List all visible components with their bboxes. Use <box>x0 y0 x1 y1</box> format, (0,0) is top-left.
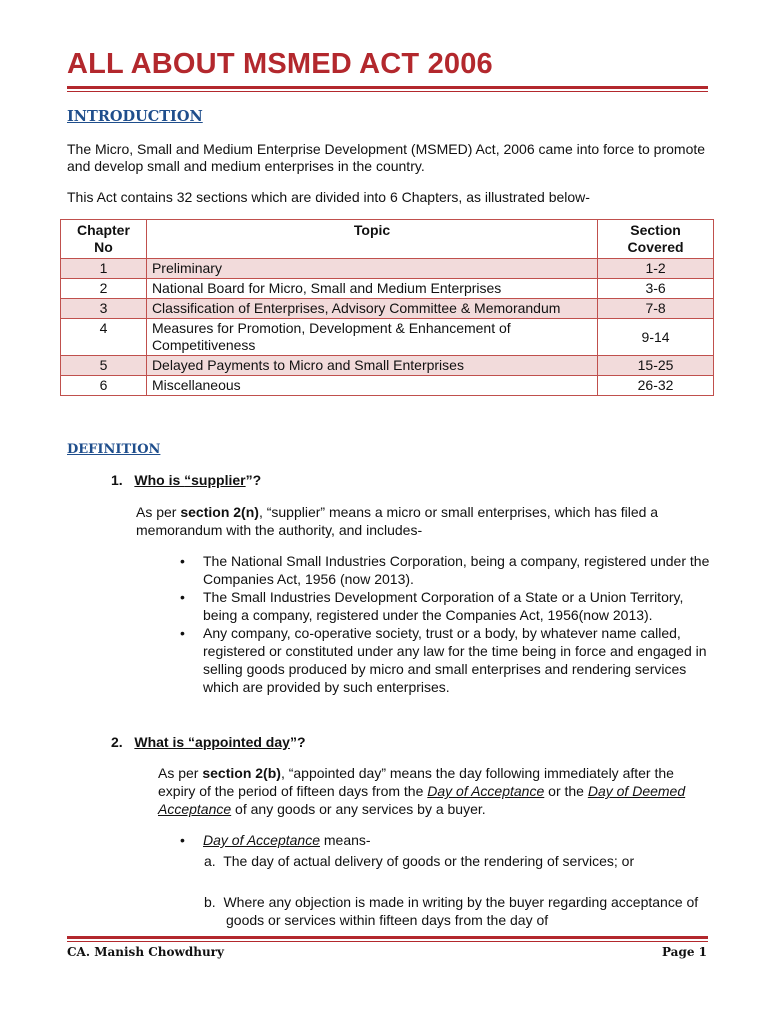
appointed-day-paragraph: As per section 2(b), “appointed day” means the day following immediately after the expiry of the period of fifteen days from the Day of Acceptance or the Day of Deemed Acceptance of any goods or any services by a buyer. <box>158 765 686 817</box>
chapter-topic: Delayed Payments to Micro and Small Enterprises <box>146 356 597 376</box>
footer-page-number: Page 1 <box>661 945 707 959</box>
table-row <box>61 376 714 396</box>
list-item: • The National Small Industries Corporation, being a company, registered under the Companies Act, 1956 (now 2013). <box>178 552 713 588</box>
chapter-topic: Measures for Promotion, Development & Enhancement of Competitiveness <box>146 319 597 356</box>
table-header-row <box>61 220 714 259</box>
table-row <box>61 279 714 299</box>
acceptance-item-b: b. Where any objection is made in writing by the buyer regarding acceptance of goods or services within fifteen days from the day of <box>204 894 699 928</box>
supplier-definition-paragraph: As per section 2(n), “supplier” means a micro or small enterprises, which has filed a memorandum with the authority, and includes- <box>136 504 659 538</box>
table-row <box>61 299 714 319</box>
header-section-covered: Section Covered <box>598 220 714 259</box>
chapter-no: 2 <box>61 279 147 299</box>
document-title: ALL ABOUT MSMED ACT 2006 <box>67 48 493 80</box>
header-topic: Topic <box>146 220 597 259</box>
supplier-includes-list <box>178 552 713 696</box>
section-range: 9-14 <box>598 319 714 356</box>
section-range: 1-2 <box>598 259 714 279</box>
chapter-topic: Classification of Enterprises, Advisory Committee & Memorandum <box>146 299 597 319</box>
chapter-no: 4 <box>61 319 147 356</box>
intro-paragraph-2: This Act contains 32 sections which are divided into 6 Chapters, as illustrated below- <box>67 189 590 205</box>
chapter-no: 3 <box>61 299 147 319</box>
introduction-heading: INTRODUCTION <box>67 108 203 125</box>
chapter-topic: Miscellaneous <box>146 376 597 396</box>
title-rule-thin <box>67 91 708 92</box>
section-range: 7-8 <box>598 299 714 319</box>
footer-author: CA. Manish Chowdhury <box>67 945 224 959</box>
chapter-no: 1 <box>61 259 147 279</box>
footer-rule-thin <box>67 941 708 942</box>
section-range: 15-25 <box>598 356 714 376</box>
footer-rule <box>67 936 708 939</box>
question-1-text: Who is “supplier <box>134 472 246 488</box>
section-range: 3-6 <box>598 279 714 299</box>
list-item: • The Small Industries Development Corporation of a State or a Union Territory, being a company, registered under the Companies Act, 1956(now 2013). <box>178 588 713 624</box>
table-row <box>61 356 714 376</box>
header-chapter-no: Chapter No <box>61 220 147 259</box>
question-1-number: 1. <box>111 472 123 488</box>
chapters-table <box>60 219 714 396</box>
list-item: • Day of Acceptance means- <box>178 831 708 849</box>
section-range: 26-32 <box>598 376 714 396</box>
question-2-text: What is “appointed day <box>134 734 290 750</box>
title-rule <box>67 86 708 89</box>
acceptance-list <box>178 831 708 849</box>
table-row <box>61 319 714 356</box>
question-2-heading: 2. What is “appointed day”? <box>111 734 306 750</box>
chapter-no: 6 <box>61 376 147 396</box>
table-row <box>61 259 714 279</box>
acceptance-item-a: a. The day of actual delivery of goods or the rendering of services; or <box>204 853 635 869</box>
question-2-number: 2. <box>111 734 123 750</box>
list-item: • Any company, co-operative society, trust or a body, by whatever name called, registered or constituted under any law for the time being in force and engaged in selling goods produced by micro and small enterprises and rendering services which are provided by such enterprises. <box>178 624 713 696</box>
chapter-no: 5 <box>61 356 147 376</box>
chapter-topic: Preliminary <box>146 259 597 279</box>
intro-paragraph-1: The Micro, Small and Medium Enterprise Development (MSMED) Act, 2006 came into force to promote and develop small and medium enterprises in the country. <box>67 141 706 174</box>
question-1-heading: 1. Who is “supplier”? <box>111 472 262 488</box>
chapter-topic: National Board for Micro, Small and Medium Enterprises <box>146 279 597 299</box>
definition-heading: DEFINITION <box>67 442 161 457</box>
